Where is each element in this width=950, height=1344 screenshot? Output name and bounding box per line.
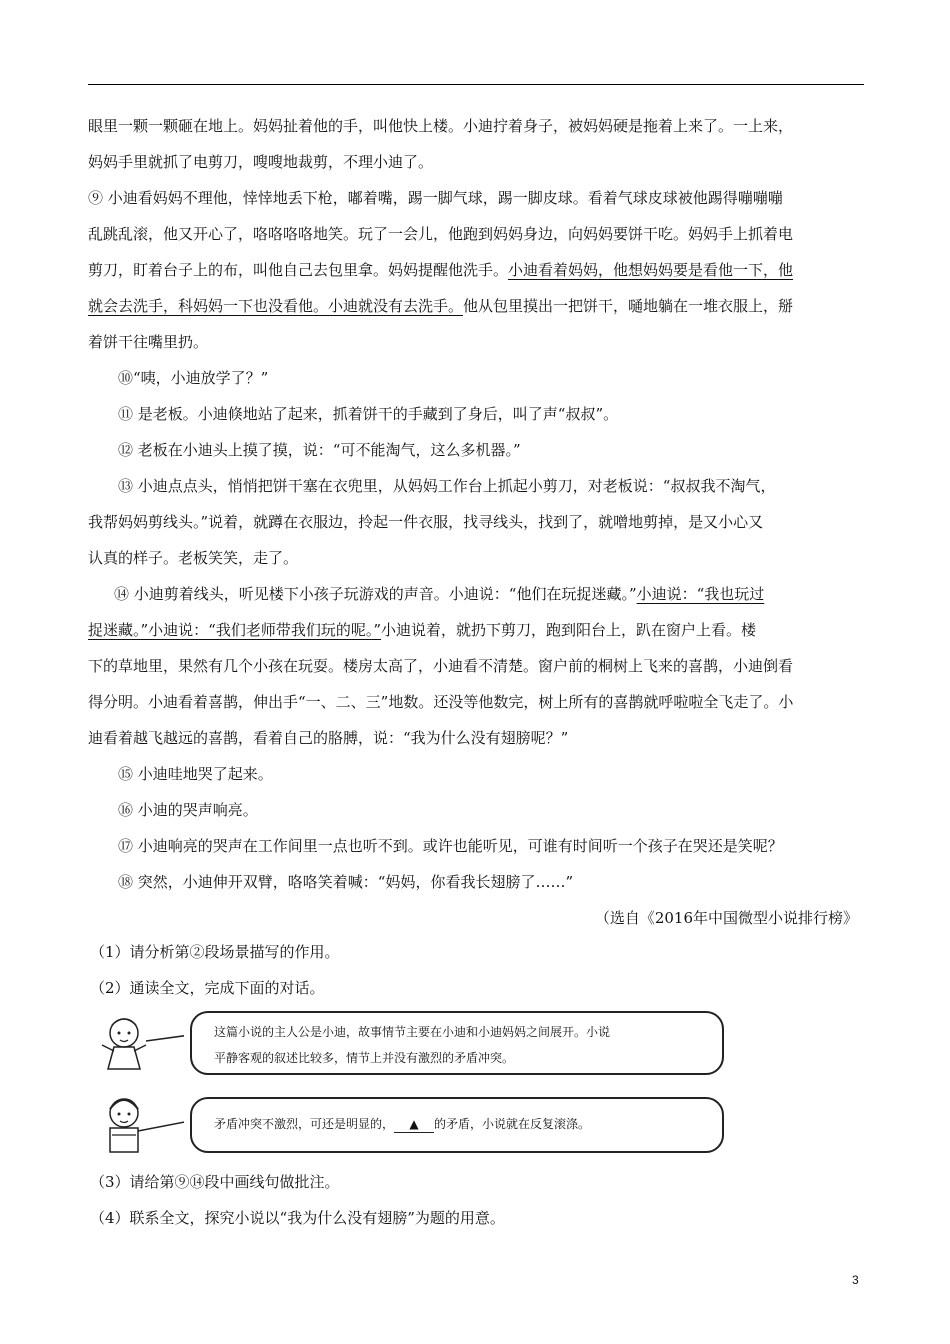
p11: ⑪ 是老板。小迪倏地站了起来，抓着饼干的手藏到了身后，叫了声“叔叔”。 bbox=[118, 405, 619, 423]
page-number: 3 bbox=[852, 1273, 859, 1287]
p8-line: 眼里一颗一颗砸在地上。妈妈扯着他的手，叫他快上楼。小迪拧着身子，被妈妈硬是拖着上来了。一上来， bbox=[88, 117, 794, 135]
underlined-sentence: 捉迷藏。”小迪说：“我们老师带我们玩的呢。” bbox=[88, 621, 382, 639]
p13-line: 认真的样子。老板笑笑，走了。 bbox=[88, 549, 299, 567]
p9-text: 剪刀，盯着台子上的布，叫他自己去包里拿。妈妈提醒他洗手。 bbox=[88, 261, 509, 279]
bubble-text: 矛盾冲突不激烈，可还是明显的， bbox=[214, 1117, 395, 1131]
p14-text: 小迪说着，就扔下剪刀，跑到阳台上，趴在窗户上看。楼 bbox=[381, 621, 757, 639]
p14-line: 得分明。小迪看着喜鹊，伸出手“一、二、三”地数。还没等他数完，树上所有的喜鹊就呼啦啦全飞走了。小 bbox=[88, 693, 794, 711]
p9-line bbox=[88, 252, 864, 288]
p9-line: ⑨ 小迪看妈妈不理他，悻悻地丢下枪，嘟着嘴，踢一脚气球，踢一脚皮球。看着气球皮球被他踢得嘣嘣嘣 bbox=[88, 189, 783, 207]
p14-line bbox=[88, 576, 864, 612]
p17: ⑰ 小迪响亮的哭声在工作间里一点也听不到。或许也能听见，可谁有时间听一个孩子在哭还是笑呢？ bbox=[118, 837, 783, 855]
p9-line bbox=[88, 288, 864, 324]
p8-line: 妈妈手里就抓了电剪刀，嗖嗖地裁剪，不理小迪了。 bbox=[88, 153, 434, 171]
p14-line: 下的草地里，果然有几个小孩在玩耍。楼房太高了，小迪看不清楚。窗户前的桐树上飞来的喜鹊，小迪倒看 bbox=[88, 657, 794, 675]
underlined-sentence: 小迪说：“我也玩过 bbox=[636, 585, 765, 603]
speech-bubble-boy bbox=[190, 1097, 724, 1153]
question-2: （2）通读全文，完成下面的对话。 bbox=[90, 979, 325, 997]
speech-bubble-girl bbox=[190, 1011, 724, 1075]
question-4: （4）联系全文，探究小说以“我为什么没有翅膀”为题的用意。 bbox=[90, 1209, 505, 1227]
question-list-lower bbox=[88, 1164, 864, 1236]
p9-text: 他从包里摸出一把饼干，嗵地躺在一堆衣服上，掰 bbox=[463, 297, 794, 315]
p16: ⑯ 小迪的哭声响亮。 bbox=[118, 801, 258, 819]
p12: ⑫ 老板在小迪头上摸了摸，说：“可不能淘气，这么多机器。” bbox=[118, 441, 521, 459]
dialogue-figure bbox=[94, 1007, 728, 1159]
question-list bbox=[88, 934, 864, 1006]
bubble-text: 的矛盾，小说就在反复滚涤。 bbox=[434, 1117, 591, 1131]
p15: ⑮ 小迪哇地哭了起来。 bbox=[118, 765, 273, 783]
bubble-line: 这篇小说的主人公是小迪，故事情节主要在小迪和小迪妈妈之间展开。小说 bbox=[214, 1025, 611, 1039]
p14-line: 迪看着越飞越远的喜鹊，看着自己的胳膊，说：“我为什么没有翅膀呢？” bbox=[88, 729, 569, 747]
header-rule bbox=[88, 84, 864, 85]
source-citation: （选自《2016年中国微型小说排行榜》 bbox=[594, 909, 858, 927]
underlined-sentence: 就会去洗手，科妈妈一下也没看他。小迪就没有去洗手。 bbox=[88, 297, 464, 315]
p14-line bbox=[88, 612, 864, 648]
p10: ⑩“咦，小迪放学了？” bbox=[118, 369, 269, 387]
bubble-line: 平静客观的叙述比较多，情节上并没有激烈的矛盾冲突。 bbox=[214, 1051, 515, 1065]
p18: ⑱ 突然，小迪伸开双臂，咯咯笑着喊：“妈妈，你看我长翅膀了……” bbox=[118, 873, 574, 891]
p9-line: 着饼干往嘴里扔。 bbox=[88, 333, 209, 351]
p9-line: 乱跳乱滚，他又开心了，咯咯咯咯地笑。玩了一会儿，他跑到妈妈身边，向妈妈要饼干吃。妈妈手上抓着电 bbox=[88, 225, 794, 243]
underlined-sentence: 小迪看着妈妈，他想妈妈要是看他一下，他 bbox=[508, 261, 794, 279]
girl-icon bbox=[94, 1011, 184, 1075]
p13-line: 我帮妈妈剪线头。”说着，就蹲在衣服边，拎起一件衣服，找寻线头，找到了，就噌地剪掉，是又小心又 bbox=[88, 513, 764, 531]
p14-text: ⑭ 小迪剪着线头，听见楼下小孩子玩游戏的声音。小迪说：“他们在玩捉迷藏。” bbox=[114, 585, 637, 603]
answer-blank: ▲ bbox=[394, 1116, 434, 1133]
boy-icon bbox=[94, 1091, 184, 1159]
p13-line: ⑬ 小迪点点头，悄悄把饼干塞在衣兜里，从妈妈工作台上抓起小剪刀，对老板说：“叔叔我不淘气， bbox=[118, 477, 776, 495]
question-3: （3）请给第⑨⑭段中画线句做批注。 bbox=[90, 1173, 340, 1191]
question-1: （1）请分析第②段场景描写的作用。 bbox=[90, 943, 340, 961]
story-text bbox=[88, 108, 864, 936]
